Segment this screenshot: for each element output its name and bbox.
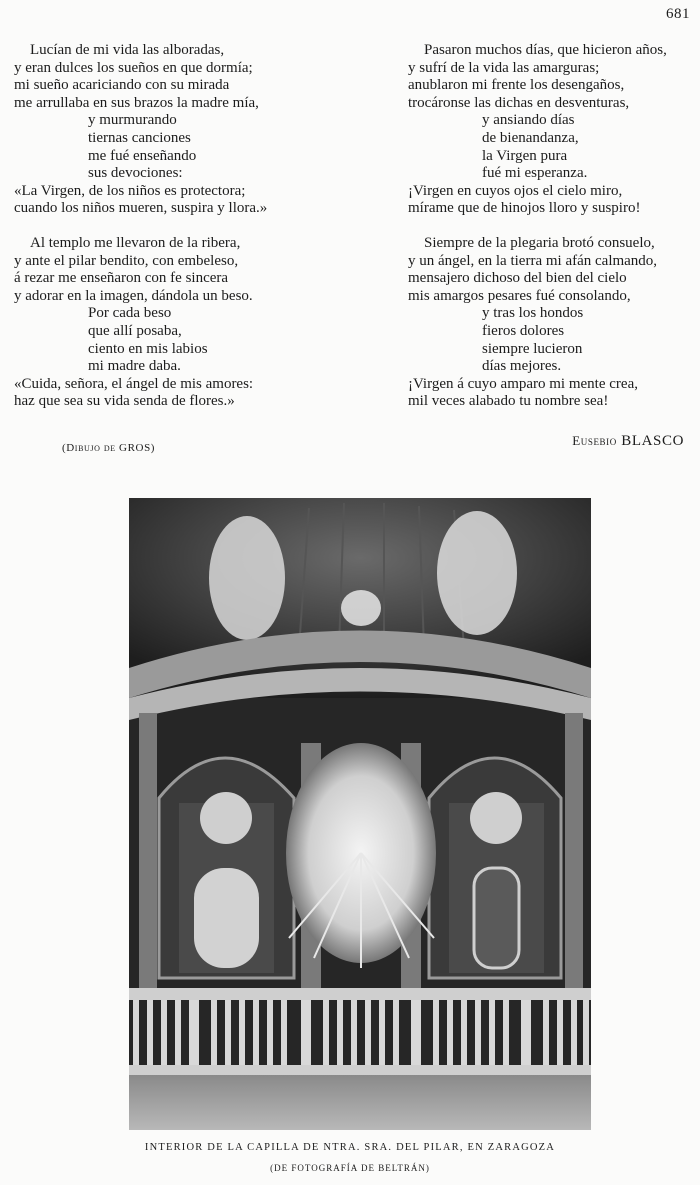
poem-line: mi sueño acariciando con su mirada [14, 77, 230, 94]
poem-line: ¡Virgen á cuyo amparo mi mente crea, [408, 375, 638, 392]
poem-column-right [408, 42, 698, 428]
poem-line: Por cada beso [88, 305, 172, 322]
chapel-photograph [129, 498, 591, 1130]
poem-line: y tras los hondos [482, 305, 584, 322]
poem-line: la Virgen pura [482, 147, 568, 164]
photo-credit: (DE FOTOGRAFÍA DE BELTRÁN) [270, 1163, 430, 1173]
poem-line: Al templo me llevaron de la ribera, [30, 234, 241, 251]
poem-line: siempre lucieron [482, 340, 583, 357]
poem-line: me arrullaba en sus brazos la madre mía, [14, 94, 259, 111]
stanza [408, 42, 698, 218]
poem-line: á rezar me enseñaron con fe sincera [14, 270, 229, 287]
poem-line: tiernas canciones [88, 129, 191, 146]
poem-line: mil veces alabado tu nombre sea! [408, 393, 609, 410]
poem-line: y adorar en la imagen, dándola un beso. [14, 287, 253, 304]
poem-line: fué mi esperanza. [482, 165, 588, 182]
poem-column-left [14, 42, 394, 428]
author-signature [572, 433, 684, 450]
stanza [408, 235, 698, 411]
poem-line: mis amargos pesares fué consolando, [408, 287, 631, 304]
poem-line: mírame que de hinojos lloro y suspiro! [408, 200, 641, 217]
poem-line: me fué enseñando [88, 147, 197, 164]
poem-line: mensajero dichoso del bien del cielo [408, 270, 627, 287]
chapel-photograph-drawing [129, 498, 591, 1130]
poem-line: que allí posaba, [88, 322, 182, 339]
poem-line: fieros dolores [482, 322, 565, 339]
author-first-name: Eusebio [572, 433, 617, 448]
poem-line: trocáronse las dichas en desventuras, [408, 94, 630, 111]
poem-line: y ansiando días [482, 112, 575, 129]
poem-line: y sufrí de la vida las amarguras; [408, 59, 600, 76]
poem-line: días mejores. [482, 358, 562, 375]
poem-line: ¡Virgen en cuyos ojos el cielo miro, [408, 182, 623, 199]
photo-caption: INTERIOR DE LA CAPILLA DE NTRA. SRA. DEL PILAR, EN ZARAGOZA [144, 1142, 556, 1153]
poem-line: sus devociones: [88, 165, 183, 182]
author-last-name: BLASCO [621, 433, 684, 449]
drawing-credit: (Dibujo de GROS) [62, 442, 156, 454]
poem-line: ciento en mis labios [88, 340, 208, 357]
poem-line: y ante el pilar bendito, con embeleso, [14, 252, 239, 269]
poem-line: mi madre daba. [88, 358, 181, 375]
poem-line: Lucían de mi vida las alboradas, [30, 42, 225, 58]
poem-line: de bienandanza, [482, 129, 579, 146]
poem-line: anublaron mi frente los desengaños, [408, 77, 625, 94]
poem-line: «La Virgen, de los niños es protectora; [14, 182, 246, 199]
poem-line: y murmurando [88, 112, 177, 129]
poem-line: y eran dulces los sueños en que dormía; [14, 59, 253, 76]
stanza [14, 42, 394, 218]
stanza [14, 235, 394, 411]
poem-line: y un ángel, en la tierra mi afán calmando, [408, 252, 658, 269]
poem-line: «Cuida, señora, el ángel de mis amores: [14, 375, 254, 392]
poem-line: cuando los niños mueren, suspira y llora.» [14, 200, 268, 217]
poem-line: Pasaron muchos días, que hicieron años, [424, 42, 667, 58]
poem-line: haz que sea su vida senda de flores.» [14, 393, 235, 410]
poem-line: Siempre de la plegaria brotó consuelo, [424, 234, 655, 251]
page-number: 681 [666, 6, 690, 22]
